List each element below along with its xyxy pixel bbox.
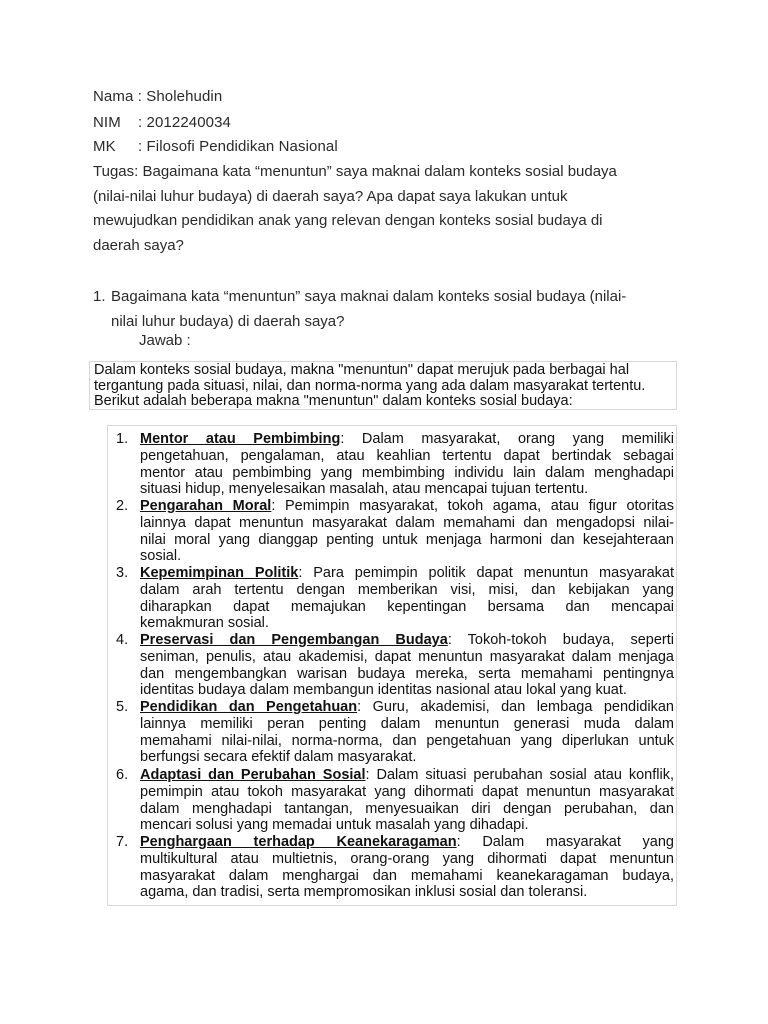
answer-intro-line: tergantung pada situasi, nilai, dan norma-norma yang ada dalam masyarakat tertentu. (94, 377, 646, 394)
tugas-line: Tugas: Bagaimana kata “menuntun” saya maknai dalam konteks sosial budaya (93, 163, 617, 180)
list-item-text: identitas budaya dalam membangun identitas nasional atau lokal yang kuat. (140, 682, 627, 699)
list-item-number: 1. (116, 431, 129, 447)
list-item-text: seniman, penulis, atau akademisi, dapat menuntun masyarakat dalam menjaga (140, 648, 674, 665)
list-item-number: 6. (116, 767, 129, 783)
list-item-text: pemimpin atau tokoh masyarakat yang dihormati dapat menuntun masyarakat (140, 783, 674, 800)
nim-line: NIM : 2012240034 (93, 114, 231, 131)
list-item-text: berfungsi secara efektif dalam masyarakat. (140, 749, 417, 766)
list-item-text: diharapkan dapat memajukan kepentingan bersama dan mencapai (140, 598, 674, 615)
list-item-text: : Dalam situasi perubahan sosial atau konflik, (365, 767, 674, 783)
list-item-text: : Tokoh-tokoh budaya, seperti (447, 632, 675, 648)
tugas-line: (nilai-nilai luhur budaya) di daerah saya? Apa dapat saya lakukan untuk (93, 187, 568, 205)
nama-line: Nama : Sholehudin (93, 88, 223, 105)
tugas-paragraph (93, 160, 653, 258)
tugas-line: daerah saya? (93, 236, 184, 254)
mk-label: MK (93, 138, 116, 155)
answer-list-box (107, 425, 677, 906)
question-1-number: 1. (93, 288, 106, 305)
list-item-text: mentor atau pembimbing yang membimbing individu lain dalam menghadapi (140, 464, 674, 481)
list-item-text: kemakmuran sosial. (140, 615, 269, 632)
list-item-text: : Dalam masyarakat yang (456, 834, 674, 850)
list-item-number: 2. (116, 498, 129, 514)
nim-label: NIM (93, 114, 121, 131)
list-item-title: Penghargaan terhadap Keanekaragaman (140, 834, 457, 850)
list-item-text: situasi hidup, menyelesaikan masalah, atau mencapai tujuan tertentu. (140, 481, 589, 498)
answer-intro-line: Berikut adalah beberapa makna "menuntun" dalam konteks sosial budaya: (94, 393, 573, 409)
list-item-number: 7. (116, 834, 129, 850)
answer-intro-box (89, 361, 677, 410)
list-item-number: 5. (116, 699, 129, 715)
list-item-title: Adaptasi dan Perubahan Sosial (140, 767, 366, 783)
list-item-text: pengetahuan, pengalaman, atau keahlian tertentu dapat bertindak sebagai (140, 447, 674, 464)
list-item-text: dalam menghadapi tantangan, menyesuaikan diri dengan perubahan, dan (140, 800, 674, 817)
list-item-text: memahami nilai-nilai, norma-norma, dan pengetahuan yang diperlukan untuk (140, 732, 674, 749)
list-item-text: lainnya dapat menuntun masyarakat dalam memahami dan mengadopsi nilai- (140, 514, 674, 531)
list-item-text: dalam arah tertentu dengan memberikan visi, misi, dan kebijakan yang (140, 581, 674, 598)
list-item-text: : Para pemimpin politik dapat menuntun masyarakat (298, 565, 674, 581)
list-item-text: dan mengembangkan warisan budaya mereka, serta memahami pentingnya (140, 665, 674, 682)
mk-line: MK : Filosofi Pendidikan Nasional (93, 138, 338, 155)
list-item-title: Mentor atau Pembimbing (140, 431, 341, 447)
jawab-label: Jawab : (139, 332, 191, 349)
list-item-text: masyarakat dalam menghargai dan memahami keanekaragaman budaya, (140, 867, 674, 884)
question-1-line: nilai luhur budaya) di daerah saya? (111, 313, 345, 330)
list-item-text: multikultural atau multietnis, orang-orang yang dihormati dapat menuntun (140, 850, 674, 867)
list-item-number: 4. (116, 632, 129, 648)
list-item-text: nilai moral yang dianggap penting untuk menjaga harmoni dan kesejahteraan (140, 531, 674, 548)
answer-intro-line: Dalam konteks sosial budaya, makna "menuntun" dapat merujuk pada berbagai hal (94, 362, 630, 378)
list-item-text: : Guru, akademisi, dan lembaga pendidikan (357, 699, 674, 715)
list-item-text: agama, dan tradisi, serta mempromosikan inklusi sosial dan toleransi. (140, 884, 588, 901)
list-item-title: Pengarahan Moral (140, 498, 272, 514)
question-1-text: Bagaimana kata “menuntun” saya maknai dalam konteks sosial budaya (nilai- (111, 288, 627, 305)
question-1 (93, 284, 693, 334)
nama-value: Sholehudin (146, 88, 223, 105)
list-item-text: : Pemimpin masyarakat, tokoh agama, atau figur otoritas (271, 498, 675, 514)
tugas-line: mewujudkan pendidikan anak yang relevan dengan konteks sosial budaya di (93, 212, 603, 229)
list-item-title: Pendidikan dan Pengetahuan (140, 699, 358, 715)
question-1-line (93, 284, 693, 309)
list-item-title: Preservasi dan Pengembangan Budaya (140, 632, 448, 648)
mk-value: Filosofi Pendidikan Nasional (146, 138, 338, 155)
nim-value: 2012240034 (146, 114, 231, 131)
list-item-text: mencari solusi yang memadai untuk masalah yang dihadapi. (140, 817, 529, 834)
list-item-text: sosial. (140, 548, 182, 565)
list-item-number: 3. (116, 565, 129, 581)
list-item-text: lainnya memiliki peran penting dalam menuntun generasi muda dalam (140, 715, 674, 732)
list-item-text: : Dalam masyarakat, orang yang memiliki (340, 431, 674, 447)
list-item-title: Kepemimpinan Politik (140, 565, 299, 581)
nama-label: Nama (93, 88, 134, 105)
